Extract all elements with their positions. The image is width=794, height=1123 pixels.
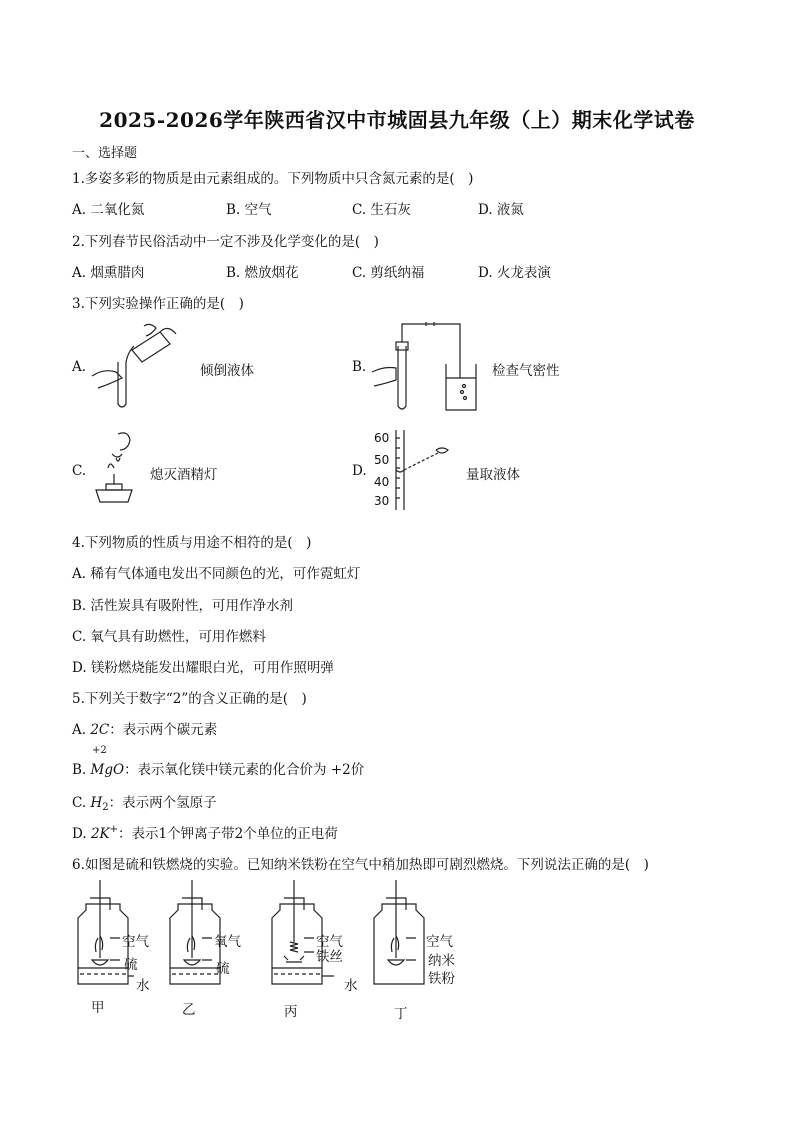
q5-c-formula: H [90, 795, 103, 811]
q5-option-c [72, 791, 217, 811]
q5-d-letter: D. [72, 826, 87, 842]
q4-option-c: C. 氧气具有助燃性，可用作燃料 [72, 629, 266, 645]
jar-bing-name: 丙 [284, 1004, 298, 1020]
q6-stem: 6.如图是硫和铁燃烧的实验。已知纳米铁粉在空气中稍加热即可剧烈燃烧。下列说法正确的是( ) [72, 857, 649, 873]
q3-option-c-caption: 熄灭酒精灯 [150, 467, 218, 483]
extinguish-lamp-figure [88, 428, 148, 514]
q5-a-formula: 2C [90, 722, 110, 738]
jar-bing-gas: 空气 [316, 934, 343, 950]
q5-d-text: ：表示1个钾离子带2个单位的正电荷 [118, 826, 338, 842]
q1-stem: 1.多姿多彩的物质是由元素组成的。下列物质中只含氮元素的是( ) [72, 171, 474, 187]
jar-ding-substance-line1: 纳米 [428, 953, 455, 969]
page-title: 2025-2026学年陕西省汉中市城固县九年级（上）期末化学试卷 [99, 108, 695, 132]
q5-b-charge: +2 [92, 745, 107, 756]
jar-jia-gas: 空气 [122, 934, 149, 950]
jar-bing-substance: 铁丝 [316, 949, 343, 965]
jar-ding [374, 880, 424, 984]
jar-yi-name: 乙 [182, 1002, 196, 1018]
q5-option-b [72, 758, 364, 778]
q4-stem: 4.下列物质的性质与用途不相符的是( ) [72, 535, 312, 551]
jar-jia-water: 水 [136, 978, 150, 994]
q5-stem: 5.下列关于数字“2”的含义正确的是( ) [72, 691, 307, 707]
q1-option-d: D. 液氮 [478, 202, 524, 218]
q2-option-d: D. 火龙表演 [478, 265, 551, 281]
q5-c-subscript: 2 [102, 802, 109, 813]
q5-c-letter: C. [72, 795, 87, 811]
section-heading: 一、选择题 [72, 146, 138, 161]
cylinder-tick-30: 30 [374, 494, 390, 508]
q3-option-a-caption: 倾倒液体 [200, 363, 254, 379]
q2-stem: 2.下列春节民俗活动中一定不涉及化学变化的是( ) [72, 234, 379, 250]
q1-option-b: B. 空气 [226, 202, 272, 218]
jar-yi-gas: 氧气 [214, 934, 241, 950]
q3-option-b-letter: B. [352, 359, 367, 375]
cylinder-tick-40: 40 [374, 475, 390, 489]
q1-option-c: C. 生石灰 [352, 202, 411, 218]
jar-yi [170, 880, 220, 984]
jar-ding-gas: 空气 [426, 934, 453, 950]
q4-option-d: D. 镁粉燃烧能发出耀眼白光，可用作照明弹 [72, 660, 334, 676]
q1-option-a: A. 二氧化氮 [72, 202, 145, 218]
pouring-liquid-figure [88, 322, 188, 412]
q5-d-superscript: + [109, 824, 119, 835]
q5-option-a [72, 718, 217, 738]
q3-option-d-caption: 量取液体 [466, 467, 520, 483]
q3-option-a-letter: A. [72, 359, 87, 375]
q5-option-d [72, 822, 338, 842]
jar-ding-name: 丁 [394, 1006, 408, 1022]
q3-stem: 3.下列实验操作正确的是( ) [72, 296, 244, 312]
q3-option-c-letter: C. [72, 463, 87, 479]
q5-c-text: ：表示两个氢原子 [108, 795, 217, 811]
jar-bing-water: 水 [344, 978, 358, 994]
q5-a-letter: A. [72, 722, 87, 738]
q4-option-a: A. 稀有气体通电发出不同颜色的光，可作霓虹灯 [72, 566, 361, 582]
q2-option-c: C. 剪纸纳福 [352, 265, 425, 281]
q5-b-text: ：表示氧化镁中镁元素的化合价为 +2价 [124, 762, 365, 778]
q3-option-d-letter: D. [352, 463, 367, 479]
q5-a-text: ：表示两个碳元素 [109, 722, 218, 738]
q5-b-formula: MgO [90, 762, 125, 778]
q3-option-b-caption: 检查气密性 [492, 363, 560, 379]
airtightness-check-figure [368, 318, 488, 414]
q2-option-b: B. 燃放烟花 [226, 265, 299, 281]
jar-jia-name: 甲 [91, 1000, 105, 1016]
jar-ding-substance-line2: 铁粉 [428, 971, 455, 987]
jar-yi-substance: 硫 [216, 961, 230, 977]
cylinder-tick-60: 60 [374, 431, 390, 445]
q4-option-b: B. 活性炭具有吸附性，可用作净水剂 [72, 598, 294, 614]
cylinder-tick-50: 50 [374, 453, 390, 467]
q5-b-letter: B. [72, 762, 87, 778]
q2-option-a: A. 烟熏腊肉 [72, 265, 145, 281]
combustion-jars-figure [72, 880, 472, 1020]
q5-d-formula: 2K [90, 826, 110, 842]
jar-jia-substance: 硫 [124, 957, 138, 973]
